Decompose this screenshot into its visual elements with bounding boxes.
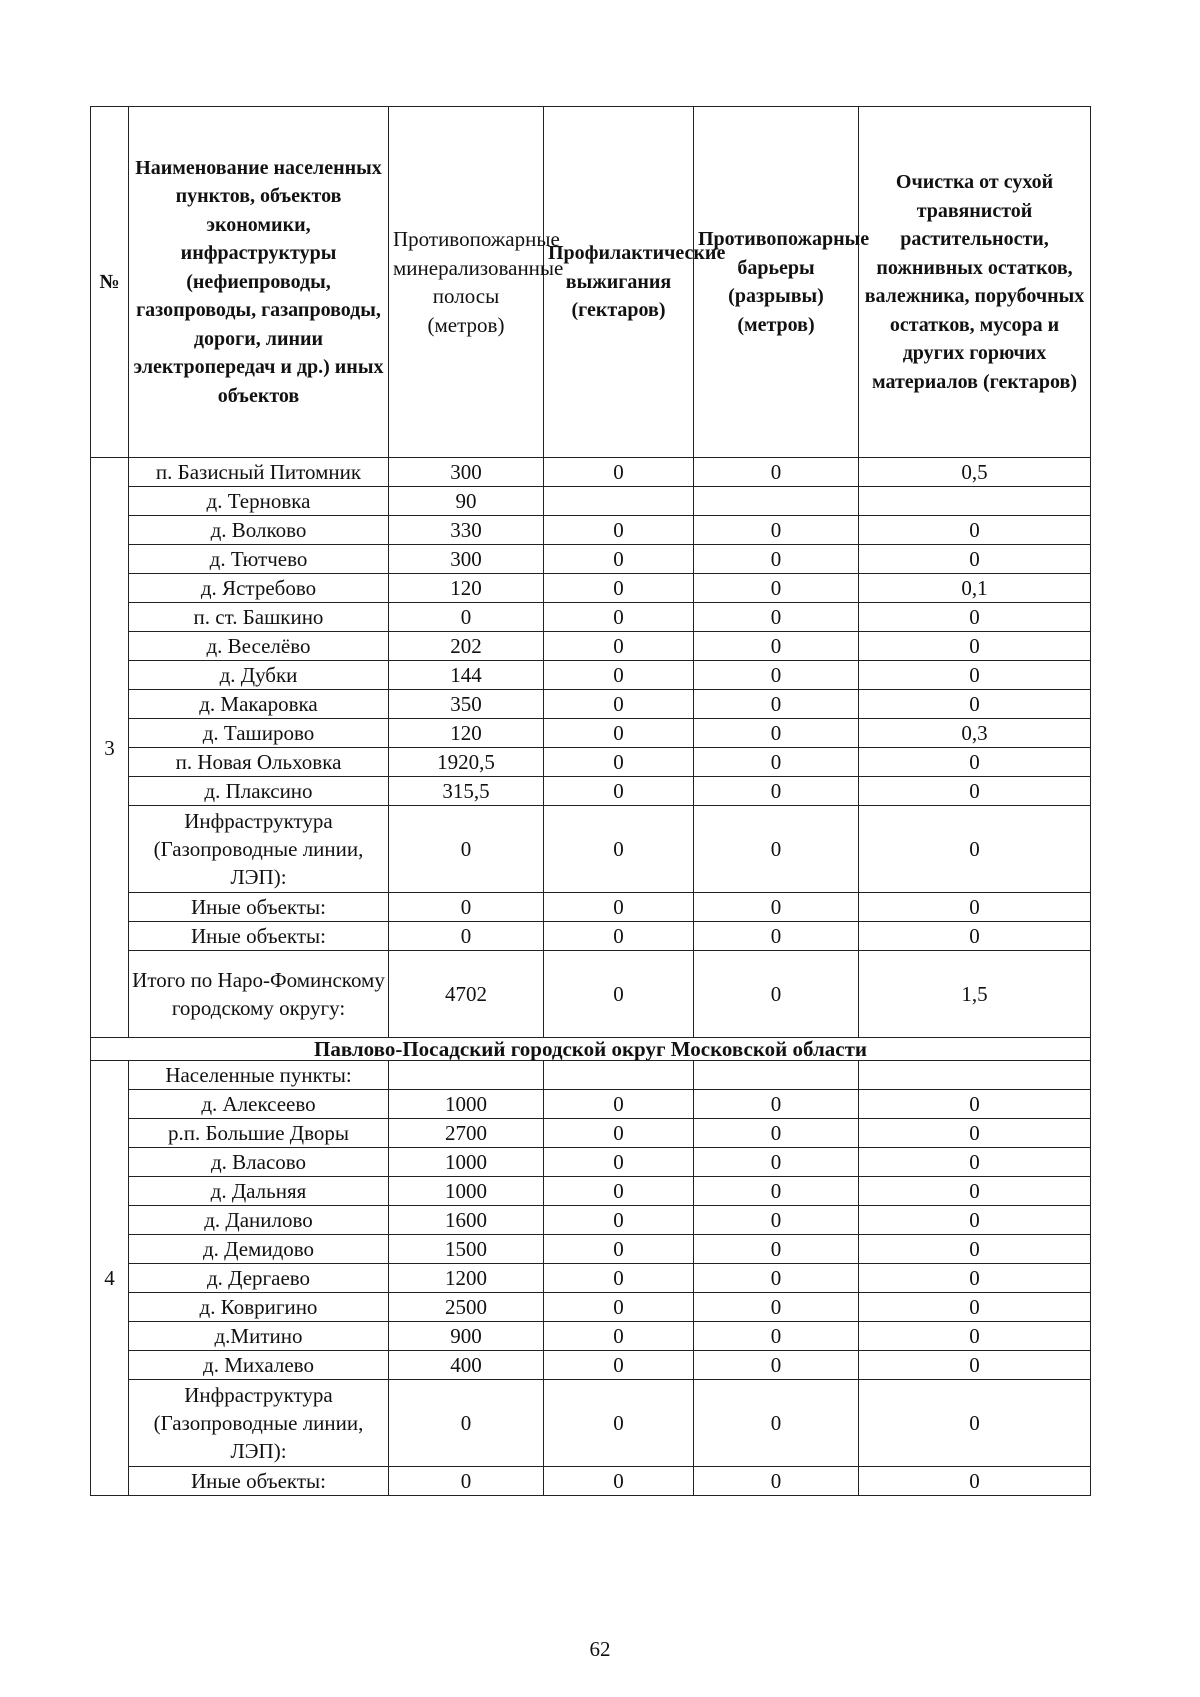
- cell-name: Инфраструктура (Газопроводные линии, ЛЭП):: [129, 1380, 389, 1467]
- cell-burning: 0: [544, 1148, 694, 1177]
- cell-cleaning: 0: [859, 1322, 1091, 1351]
- cell-burning: 0: [544, 516, 694, 545]
- cell-strips: 2500: [389, 1293, 544, 1322]
- cell-burning: 0: [544, 661, 694, 690]
- cell-strips: 300: [389, 545, 544, 574]
- cell-cleaning: 0: [859, 1351, 1091, 1380]
- cell-barriers: 0: [694, 1293, 859, 1322]
- cell-barriers: 0: [694, 574, 859, 603]
- cell-cleaning: 0: [859, 632, 1091, 661]
- table-row: [91, 719, 1091, 748]
- cell-burning: 0: [544, 545, 694, 574]
- cell-cleaning: 0: [859, 1293, 1091, 1322]
- cell-cleaning: 0: [859, 1119, 1091, 1148]
- cell-strips: 0: [389, 1380, 544, 1467]
- group-4-body: [91, 1061, 1091, 1496]
- cell-burning: 0: [544, 1206, 694, 1235]
- cell-burning: 0: [544, 1177, 694, 1206]
- cell-name: д. Макаровка: [129, 690, 389, 719]
- cell-cleaning: 0: [859, 748, 1091, 777]
- cell-strips: 1000: [389, 1177, 544, 1206]
- cell-burning: 0: [544, 1119, 694, 1148]
- header-burning: Профилактические выжигания (гектаров): [544, 107, 694, 458]
- cell-name: д. Дубки: [129, 661, 389, 690]
- cell-strips: 0: [389, 922, 544, 951]
- cell-burning: 0: [544, 1090, 694, 1119]
- table-row: [91, 1206, 1091, 1235]
- cell-barriers: 0: [694, 806, 859, 893]
- cell-burning: 0: [544, 603, 694, 632]
- table-row: [91, 632, 1091, 661]
- cell-name: Населенные пункты:: [129, 1061, 389, 1090]
- cell-barriers: 0: [694, 632, 859, 661]
- cell-cleaning: 0: [859, 1235, 1091, 1264]
- cell-burning: 0: [544, 690, 694, 719]
- cell-name: д. Плаксино: [129, 777, 389, 806]
- cell-cleaning: [859, 487, 1091, 516]
- cell-cleaning: 0: [859, 922, 1091, 951]
- table-row: [91, 1177, 1091, 1206]
- cell-name: д.Митино: [129, 1322, 389, 1351]
- cell-barriers: 0: [694, 1206, 859, 1235]
- cell-strips: 900: [389, 1322, 544, 1351]
- cell-barriers: 0: [694, 1264, 859, 1293]
- cell-barriers: 0: [694, 603, 859, 632]
- group-3-body: [91, 458, 1091, 1038]
- cell-strips: 400: [389, 1351, 544, 1380]
- table-row: [91, 574, 1091, 603]
- cell-strips: [389, 1061, 544, 1090]
- cell-strips: 1920,5: [389, 748, 544, 777]
- cell-cleaning: 0: [859, 777, 1091, 806]
- cell-barriers: 0: [694, 1119, 859, 1148]
- cell-strips: 1200: [389, 1264, 544, 1293]
- table-row: [91, 661, 1091, 690]
- cell-name: д. Михалево: [129, 1351, 389, 1380]
- cell-barriers: 0: [694, 1351, 859, 1380]
- cell-cleaning: 0: [859, 545, 1091, 574]
- cell-strips: 202: [389, 632, 544, 661]
- cell-cleaning: 0: [859, 1090, 1091, 1119]
- cell-burning: 0: [544, 1322, 694, 1351]
- cell-barriers: 0: [694, 748, 859, 777]
- cell-burning: 0: [544, 748, 694, 777]
- cell-burning: 0: [544, 1380, 694, 1467]
- cell-name: д. Демидово: [129, 1235, 389, 1264]
- cell-barriers: 0: [694, 545, 859, 574]
- cell-cleaning: 0: [859, 661, 1091, 690]
- cell-name: д. Ястребово: [129, 574, 389, 603]
- cell-name: д. Дергаево: [129, 1264, 389, 1293]
- cell-burning: 0: [544, 632, 694, 661]
- cell-barriers: 0: [694, 893, 859, 922]
- cell-strips: 120: [389, 574, 544, 603]
- table-row: [91, 748, 1091, 777]
- cell-burning: [544, 487, 694, 516]
- cell-name: Иные объекты:: [129, 1467, 389, 1496]
- table-row: [91, 951, 1091, 1038]
- header-barriers: Противопожарные барьеры (разрывы) (метров): [694, 107, 859, 458]
- cell-name: д. Веселёво: [129, 632, 389, 661]
- table-row: [91, 922, 1091, 951]
- cell-barriers: 0: [694, 922, 859, 951]
- header-strips: Противопожарные минерализованные полосы (метров): [389, 107, 544, 458]
- cell-barriers: 0: [694, 951, 859, 1038]
- table-row: [91, 516, 1091, 545]
- cell-burning: 0: [544, 1264, 694, 1293]
- cell-name: д. Терновка: [129, 487, 389, 516]
- cell-barriers: 0: [694, 690, 859, 719]
- cell-burning: 0: [544, 806, 694, 893]
- cell-name: д. Ковригино: [129, 1293, 389, 1322]
- table-header-row: [91, 107, 1091, 458]
- cell-burning: 0: [544, 458, 694, 487]
- cell-strips: 120: [389, 719, 544, 748]
- cell-burning: 0: [544, 777, 694, 806]
- cell-cleaning: 0: [859, 1177, 1091, 1206]
- table-row: [91, 1148, 1091, 1177]
- cell-barriers: 0: [694, 1322, 859, 1351]
- cell-name: д. Алексеево: [129, 1090, 389, 1119]
- cell-burning: 0: [544, 893, 694, 922]
- cell-name: Иные объекты:: [129, 922, 389, 951]
- table-row: [91, 1380, 1091, 1467]
- cell-strips: 0: [389, 603, 544, 632]
- cell-barriers: 0: [694, 516, 859, 545]
- table-row: [91, 1119, 1091, 1148]
- region-title: Павлово-Посадский городской округ Московской области: [91, 1038, 1091, 1061]
- cell-name: д. Данилово: [129, 1206, 389, 1235]
- cell-name: д. Волково: [129, 516, 389, 545]
- cell-cleaning: 0,5: [859, 458, 1091, 487]
- cell-strips: 1000: [389, 1148, 544, 1177]
- cell-burning: 0: [544, 1235, 694, 1264]
- table-row: [91, 1061, 1091, 1090]
- cell-burning: [544, 1061, 694, 1090]
- cell-name: Итого по Наро-Фоминскому городскому округу:: [129, 951, 389, 1038]
- cell-barriers: [694, 1061, 859, 1090]
- cell-cleaning: 0,3: [859, 719, 1091, 748]
- cell-cleaning: 0: [859, 1380, 1091, 1467]
- cell-strips: 1600: [389, 1206, 544, 1235]
- table-row: [91, 893, 1091, 922]
- cell-name: Инфраструктура (Газопроводные линии, ЛЭП):: [129, 806, 389, 893]
- table-row: [91, 1467, 1091, 1496]
- cell-cleaning: 0: [859, 516, 1091, 545]
- cell-barriers: 0: [694, 1148, 859, 1177]
- cell-strips: 144: [389, 661, 544, 690]
- cell-burning: 0: [544, 574, 694, 603]
- cell-cleaning: 0: [859, 893, 1091, 922]
- cell-strips: 315,5: [389, 777, 544, 806]
- table-row: [91, 458, 1091, 487]
- cell-barriers: [694, 487, 859, 516]
- cell-name: п. Новая Ольховка: [129, 748, 389, 777]
- cell-name: п. ст. Башкино: [129, 603, 389, 632]
- cell-name: д. Власово: [129, 1148, 389, 1177]
- cell-strips: 350: [389, 690, 544, 719]
- cell-name: д. Таширово: [129, 719, 389, 748]
- cell-burning: 0: [544, 1351, 694, 1380]
- cell-burning: 0: [544, 922, 694, 951]
- table-row: [91, 690, 1091, 719]
- cell-strips: 90: [389, 487, 544, 516]
- cell-cleaning: 0: [859, 690, 1091, 719]
- cell-barriers: 0: [694, 719, 859, 748]
- cell-name: д. Дальняя: [129, 1177, 389, 1206]
- cell-strips: 0: [389, 1467, 544, 1496]
- cell-name: Иные объекты:: [129, 893, 389, 922]
- table-row: [91, 1351, 1091, 1380]
- cell-cleaning: 0: [859, 1467, 1091, 1496]
- cell-cleaning: 0,1: [859, 574, 1091, 603]
- cell-cleaning: 0: [859, 1148, 1091, 1177]
- table-row: [91, 806, 1091, 893]
- cell-name: п. Базисный Питомник: [129, 458, 389, 487]
- cell-cleaning: 0: [859, 603, 1091, 632]
- header-number: №: [91, 107, 129, 458]
- table-row: [91, 1293, 1091, 1322]
- cell-cleaning: 1,5: [859, 951, 1091, 1038]
- region-title-row: [91, 1038, 1091, 1061]
- cell-cleaning: 0: [859, 1206, 1091, 1235]
- cell-burning: 0: [544, 1293, 694, 1322]
- cell-cleaning: 0: [859, 806, 1091, 893]
- cell-strips: 300: [389, 458, 544, 487]
- cell-barriers: 0: [694, 661, 859, 690]
- cell-strips: 1500: [389, 1235, 544, 1264]
- cell-strips: 4702: [389, 951, 544, 1038]
- cell-barriers: 0: [694, 458, 859, 487]
- table-row: [91, 1090, 1091, 1119]
- cell-strips: 330: [389, 516, 544, 545]
- cell-burning: 0: [544, 1467, 694, 1496]
- cell-barriers: 0: [694, 1467, 859, 1496]
- cell-strips: 0: [389, 893, 544, 922]
- table-row: [91, 487, 1091, 516]
- group-number: 4: [91, 1061, 129, 1496]
- cell-strips: 2700: [389, 1119, 544, 1148]
- cell-strips: 0: [389, 806, 544, 893]
- cell-name: р.п. Большие Дворы: [129, 1119, 389, 1148]
- cell-burning: 0: [544, 951, 694, 1038]
- cell-name: д. Тютчево: [129, 545, 389, 574]
- header-cleaning: Очистка от сухой травянистой растительности, пожнивных остатков, валежника, порубочных остатков, мусора и других горючих материалов (гектаров): [859, 107, 1091, 458]
- table-row: [91, 1322, 1091, 1351]
- cell-cleaning: [859, 1061, 1091, 1090]
- cell-barriers: 0: [694, 1235, 859, 1264]
- cell-cleaning: 0: [859, 1264, 1091, 1293]
- cell-barriers: 0: [694, 1090, 859, 1119]
- table-row: [91, 603, 1091, 632]
- header-name: Наименование населенных пунктов, объектов экономики, инфраструктуры (нефиепроводы, газопроводы, газапроводы, дороги, линии электропередач и др.) иных объектов: [129, 107, 389, 458]
- cell-barriers: 0: [694, 777, 859, 806]
- cell-barriers: 0: [694, 1380, 859, 1467]
- table-row: [91, 1264, 1091, 1293]
- fire-prevention-table: [90, 106, 1091, 1496]
- cell-barriers: 0: [694, 1177, 859, 1206]
- cell-burning: 0: [544, 719, 694, 748]
- table-row: [91, 777, 1091, 806]
- group-number: 3: [91, 458, 129, 1038]
- table-row: [91, 1235, 1091, 1264]
- page-number: 62: [589, 1637, 611, 1661]
- table-row: [91, 545, 1091, 574]
- cell-strips: 1000: [389, 1090, 544, 1119]
